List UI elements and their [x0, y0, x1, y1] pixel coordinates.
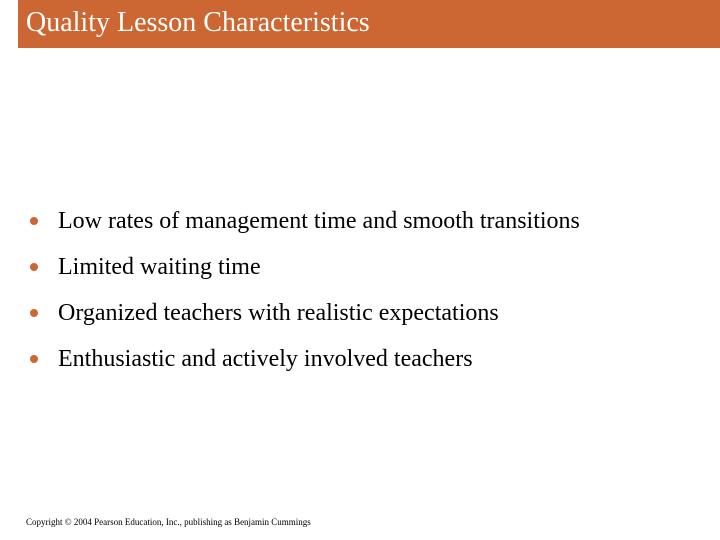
bullet-dot-icon [30, 263, 38, 271]
bullet-dot-icon [30, 355, 38, 363]
title-bar [18, 0, 720, 48]
bullet-item [30, 290, 580, 336]
bullet-dot-icon [30, 309, 38, 317]
bullet-text: Organized teachers with realistic expectations [58, 299, 499, 326]
bullet-text: Limited waiting time [58, 253, 261, 280]
bullet-list [30, 198, 580, 382]
bullet-text: Enthusiastic and actively involved teachers [58, 345, 473, 372]
bullet-item [30, 198, 580, 244]
bullet-dot-icon [30, 217, 38, 225]
copyright-footer: Copyright © 2004 Pearson Education, Inc., publishing as Benjamin Cummings [26, 517, 311, 527]
bullet-item [30, 244, 580, 290]
bullet-text: Low rates of management time and smooth transitions [58, 207, 580, 234]
slide-title: Quality Lesson Characteristics [26, 7, 370, 38]
bullet-item [30, 336, 580, 382]
